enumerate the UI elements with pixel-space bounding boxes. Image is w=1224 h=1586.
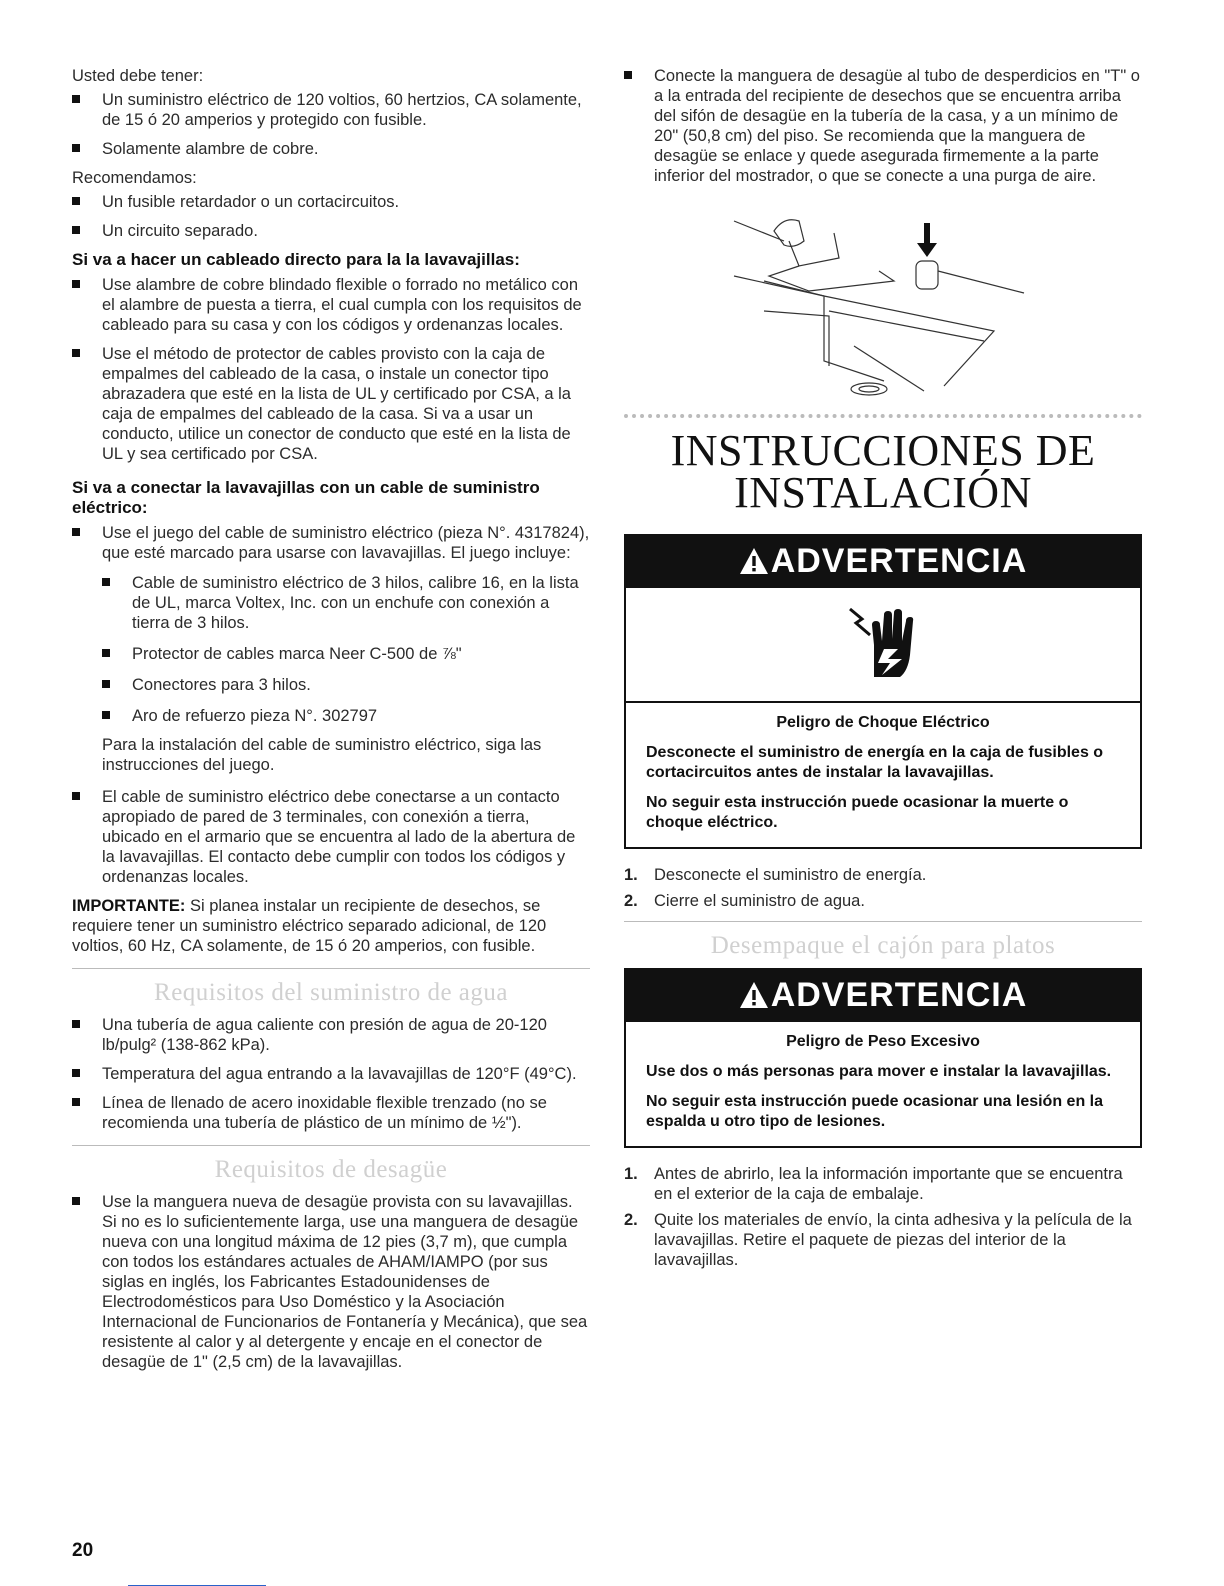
- warning-body: [626, 1022, 1140, 1146]
- list-item: [624, 865, 1142, 885]
- kit-list: [102, 573, 590, 726]
- right-column: [624, 66, 1142, 1276]
- list-item: Solamente alambre de cobre.: [72, 139, 590, 159]
- water-list: [72, 1015, 590, 1133]
- divider: [72, 1145, 590, 1146]
- list-item: Un suministro eléctrico de 120 voltios, 60 hertzios, CA solamente, de 15 ó 20 amperios y protegido con fusible.: [72, 90, 590, 130]
- main-title: [624, 426, 1142, 517]
- warning-icon-area: [626, 588, 1140, 703]
- shock-warning-box: [624, 534, 1142, 849]
- warning-header: [626, 970, 1140, 1022]
- drain-section-title: Requisitos de desagüe: [214, 1156, 448, 1183]
- list-item: [624, 1210, 1142, 1270]
- list-item: Un circuito separado.: [72, 221, 590, 241]
- step-number: 2.: [624, 892, 638, 910]
- list-item: Conectores para 3 hilos.: [102, 675, 590, 695]
- list-item: Use alambre de cobre blindado flexible o forrado no metálico con el alambre de puesta a tierra, el cual cumpla con los requisitos de cableado para su casa y con los códigos y ordenanzas locales.: [72, 275, 590, 335]
- list-item: Un fusible retardador o un cortacircuitos.: [72, 192, 590, 212]
- step-number: 1.: [624, 866, 638, 884]
- list-item: Use la manguera nueva de desagüe provista con su lavavajillas. Si no es lo suficientemente larga, use una manguera de desagüe nueva con una longitud máxima de 12 pies (3,7 m), que cumpla con todos los estándares actuales de AHAM/IAMPO (por sus siglas en inglés, los Fabricantes Estadounidenses de Electrodomésticos para Uso Doméstico y la Asociación Internacional de Funcionarios de Fontanería y Mecánica), que sea resistente al calor y al detergente y encaje en el conector de desagüe de 1" (2,5 cm) de la lavavajillas.: [72, 1192, 590, 1372]
- step-number: 1.: [624, 1165, 638, 1183]
- outlet-list: [72, 787, 590, 887]
- weight-warning-box: [624, 968, 1142, 1148]
- step-text: Antes de abrirlo, lea la información importante que se encuentra en el exterior de la caja de embalaje.: [654, 1165, 1123, 1203]
- important-note: [72, 896, 590, 956]
- warning-body: [626, 703, 1140, 847]
- drain-list: [72, 1192, 590, 1372]
- warning-title: Peligro de Choque Eléctrico: [776, 714, 990, 731]
- warning-text: Use dos o más personas para mover e instalar la lavavajillas.: [646, 1063, 1112, 1080]
- recommend-label: Recomendamos:: [72, 169, 197, 187]
- list-item: Use el método de protector de cables provisto con la caja de empalmes del cableado de la casa, o instale un conector tipo abrazadera que esté en la lista de UL y certificado por CSA, a la caja de empalmes del cableado de la casa. Si va a usar un conducto, utilice un conector de conducto que esté en la lista de UL y sea certificado por CSA.: [72, 344, 590, 464]
- cord-kit-text: Use el juego del cable de suministro eléctrico (pieza N°. 4317824), que esté marcado para usarse con lavavajillas. El juego incluye:: [102, 524, 590, 562]
- main-title-line1: INSTRUCCIONES DE: [670, 426, 1096, 475]
- warning-header-text: ADVERTENCIA: [770, 976, 1028, 1014]
- list-item: Una tubería de agua caliente con presión de agua de 20-120 lb/pulg² (138-862 kPa).: [72, 1015, 590, 1055]
- list-item: Temperatura del agua entrando a la lavavajillas de 120°F (49°C).: [72, 1064, 590, 1084]
- must-have-list: [72, 90, 590, 159]
- steps-list: [624, 1164, 1142, 1270]
- step-text: Quite los materiales de envío, la cinta adhesiva y la película de la lavavajillas. Retire el paquete de piezas del interior de la lavavajillas.: [654, 1211, 1132, 1269]
- left-column: [72, 66, 590, 1381]
- divider: [72, 968, 590, 969]
- step-text: Cierre el suministro de agua.: [654, 892, 865, 910]
- main-title-line2: INSTALACIÓN: [734, 468, 1032, 517]
- step-text: Desconecte el suministro de energía.: [654, 866, 927, 884]
- direct-wiring-heading: Si va a hacer un cableado directo para la la lavavajillas:: [72, 250, 520, 269]
- list-item: Protector de cables marca Neer C-500 de ⅞": [102, 644, 590, 664]
- list-item: Aro de refuerzo pieza N°. 302797: [102, 706, 590, 726]
- warning-text: No seguir esta instrucción puede ocasionar la muerte o choque eléctrico.: [646, 794, 1069, 831]
- warning-title: Peligro de Peso Excesivo: [786, 1033, 980, 1050]
- direct-wiring-list: [72, 275, 590, 464]
- warning-text: Desconecte el suministro de energía en la caja de fusibles o cortacircuitos antes de instalar la lavavajillas.: [646, 744, 1104, 781]
- dotted-divider: [624, 414, 1142, 418]
- intro-text: Usted debe tener:: [72, 67, 204, 85]
- power-cord-list: [72, 523, 590, 726]
- steps-list: [624, 865, 1142, 911]
- list-item: Línea de llenado de acero inoxidable flexible trenzado (no se recomienda una tubería de plástico de un mínimo de ½").: [72, 1093, 590, 1133]
- important-label: IMPORTANTE:: [72, 897, 186, 915]
- list-item: [624, 891, 1142, 911]
- warning-triangle-icon: [739, 547, 769, 575]
- warning-header: [626, 536, 1140, 588]
- list-item: Conecte la manguera de desagüe al tubo de desperdicios en "T" o a la entrada del recipiente de desechos que se encuentra arriba del sifón de desagüe en la tubería de la casa, y a un mínimo de 20" (50,8 cm) del piso. Se recomienda que la manguera de desagüe se enlace y quede asegurada firmemente a la parte inferior del mostrador, o que se conecte a una purga de aire.: [624, 66, 1142, 186]
- warning-text: No seguir esta instrucción puede ocasionar una lesión en la espalda u otro tipo de lesiones.: [646, 1093, 1104, 1130]
- warning-triangle-icon: [739, 981, 769, 1009]
- list-item: [72, 523, 590, 726]
- step-number: 2.: [624, 1211, 638, 1229]
- list-item: El cable de suministro eléctrico debe conectarse a un contacto apropiado de pared de 3 terminales, con conexión a tierra, ubicado en el armario que se encuentra al lado de la abertura de la lavavajillas. El contacto debe cumplir con todos los códigos y ordenanzas locales.: [72, 787, 590, 887]
- important-text: Si planea instalar un recipiente de desechos, se requiere tener un suministro eléctrico separado adicional, de 120 voltios, 60 Hz, CA solamente, de 15 ó 20 amperios, con fusible.: [72, 897, 547, 955]
- warning-header-text: ADVERTENCIA: [770, 542, 1028, 580]
- list-item: Cable de suministro eléctrico de 3 hilos, calibre 16, en la lista de UL, marca Voltex, Inc. con un enchufe con conexión a tierra de 3 hilos.: [102, 573, 590, 633]
- recommend-list: [72, 192, 590, 241]
- electric-shock-hand-icon: [848, 605, 918, 685]
- power-cord-heading: Si va a conectar la lavavajillas con un cable de suministro eléctrico:: [72, 478, 540, 517]
- kit-note: Para la instalación del cable de suministro eléctrico, siga las instrucciones del juego.: [102, 736, 542, 774]
- list-item: [624, 1164, 1142, 1204]
- drain-connect-list: [624, 66, 1142, 186]
- divider: [624, 921, 1142, 922]
- unpack-section-title: Desempaque el cajón para platos: [710, 932, 1056, 959]
- water-section-title: Requisitos del suministro de agua: [154, 979, 508, 1006]
- page-number: 20: [72, 1540, 94, 1561]
- sink-drain-illustration: [624, 201, 1142, 401]
